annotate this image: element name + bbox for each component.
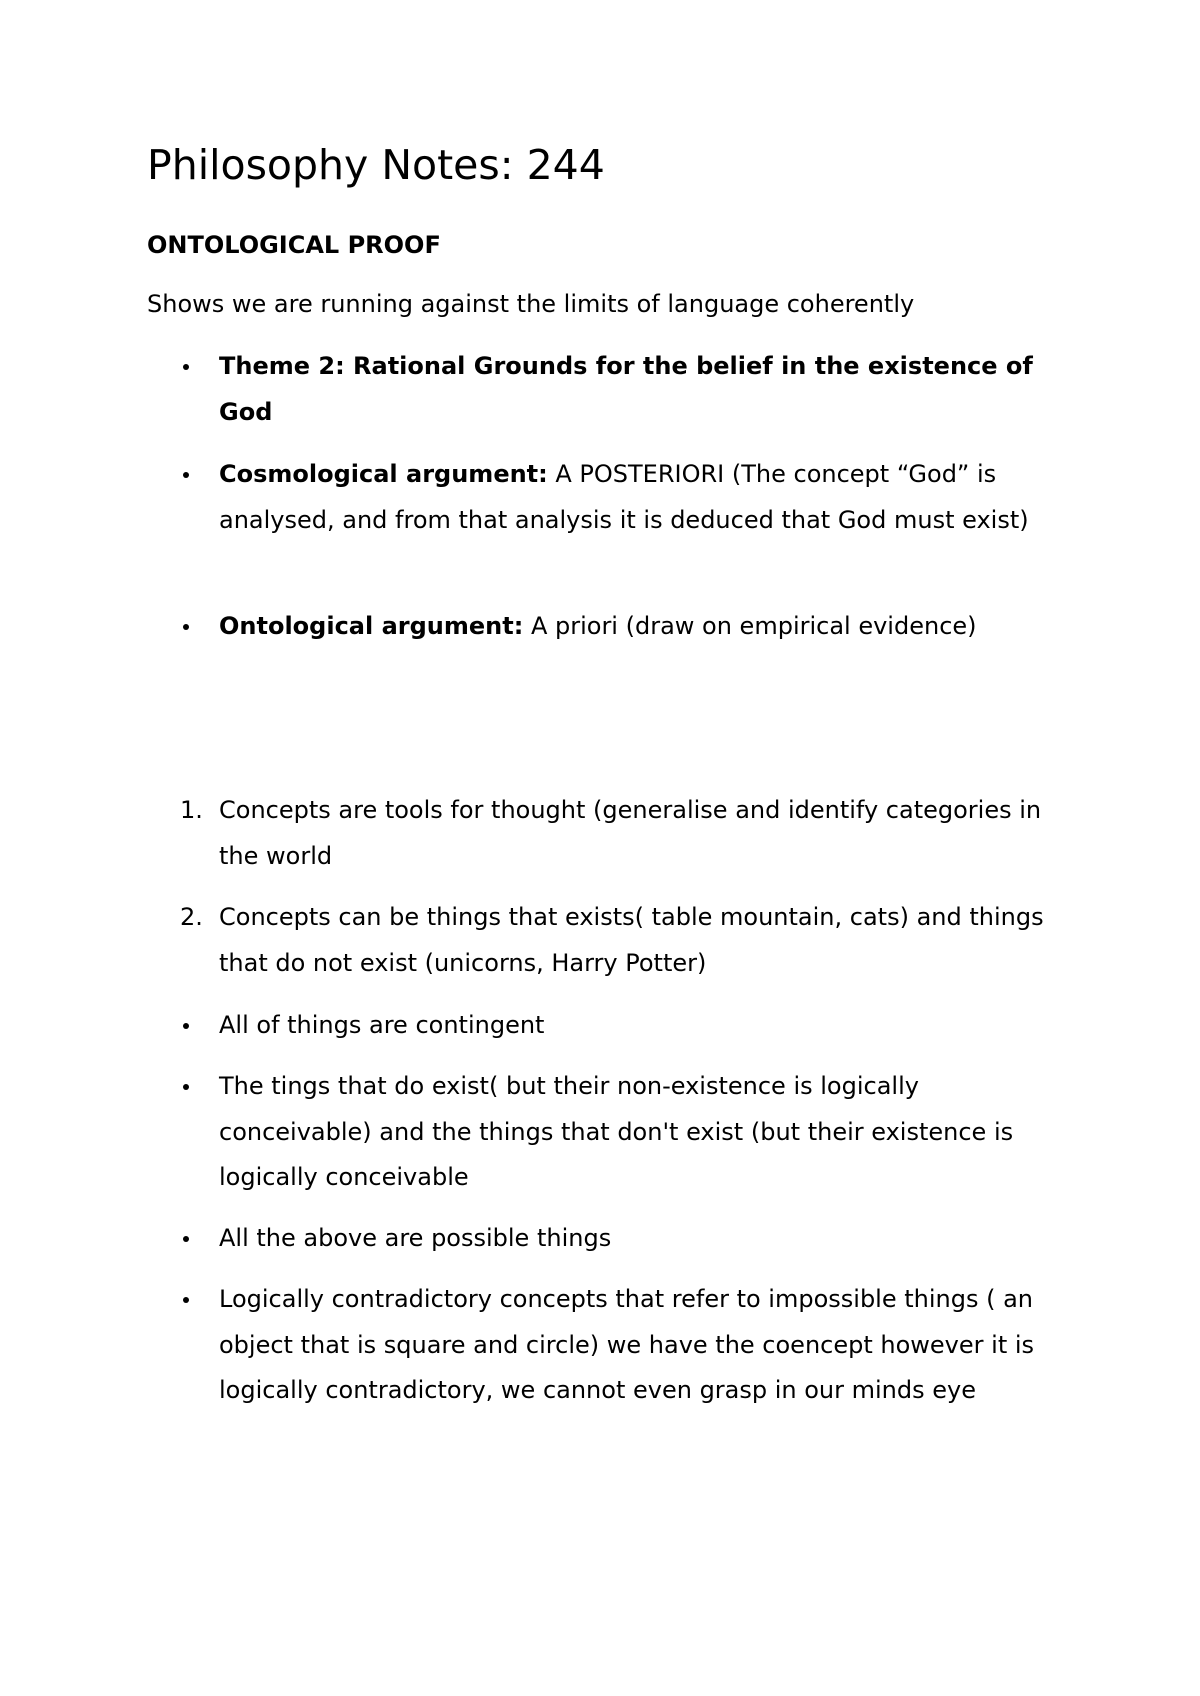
bullet-bold-text: Theme 2: Rational Grounds for the belief in the existence of God xyxy=(219,352,1033,426)
bullet-marker xyxy=(147,1216,219,1262)
intro-paragraph: Shows we are running against the limits of language coherently xyxy=(147,290,915,318)
numbered-item xyxy=(147,788,1077,879)
list-item xyxy=(147,604,1077,650)
section-heading: ONTOLOGICAL PROOF xyxy=(147,231,441,259)
list-item xyxy=(147,452,1077,543)
bullet-marker xyxy=(147,452,219,543)
bullet-text: Logically contradictory concepts that refer to impossible things ( an object that is square and circle) we have the coencept however it is logically contradictory, we cannot even grasp in our minds eye xyxy=(219,1285,1035,1404)
bullet-marker xyxy=(147,1003,219,1049)
numbered-text: Concepts can be things that exists( table mountain, cats) and things that do not exist (unicorns, Harry Potter) xyxy=(219,903,1044,977)
bullet-text: The tings that do exist( but their non-existence is logically conceivable) and the things that don't exist (but their existence is logically conceivable xyxy=(219,1072,1014,1191)
bullet-marker xyxy=(147,604,219,650)
bullet-bold-text: Cosmological argument: xyxy=(219,460,548,488)
page-title: Philosophy Notes: 244 xyxy=(147,141,605,189)
list-item xyxy=(147,1216,1077,1262)
list-item xyxy=(147,344,1077,435)
numbered-item xyxy=(147,895,1077,986)
bullet-marker xyxy=(147,1064,219,1201)
number-marker: 2. xyxy=(180,903,203,931)
bullet-bold-text: Ontological argument: xyxy=(219,612,524,640)
bullet-text: A POSTERIORI (The concept “God” is analysed, and from that analysis it is deduced that God must exist) xyxy=(219,460,1029,534)
bullet-text: All of things are contingent xyxy=(219,1011,545,1039)
bullet-text: All the above are possible things xyxy=(219,1224,612,1252)
number-marker: 1. xyxy=(180,796,203,824)
list-item xyxy=(147,1277,1077,1414)
bullet-marker xyxy=(147,1277,219,1414)
numbered-text: Concepts are tools for thought (generalise and identify categories in the world xyxy=(219,796,1042,870)
list-item xyxy=(147,1064,1077,1201)
list-item xyxy=(147,1003,1077,1049)
bullet-marker xyxy=(147,344,219,435)
bullet-text: A priori (draw on empirical evidence) xyxy=(523,612,977,640)
